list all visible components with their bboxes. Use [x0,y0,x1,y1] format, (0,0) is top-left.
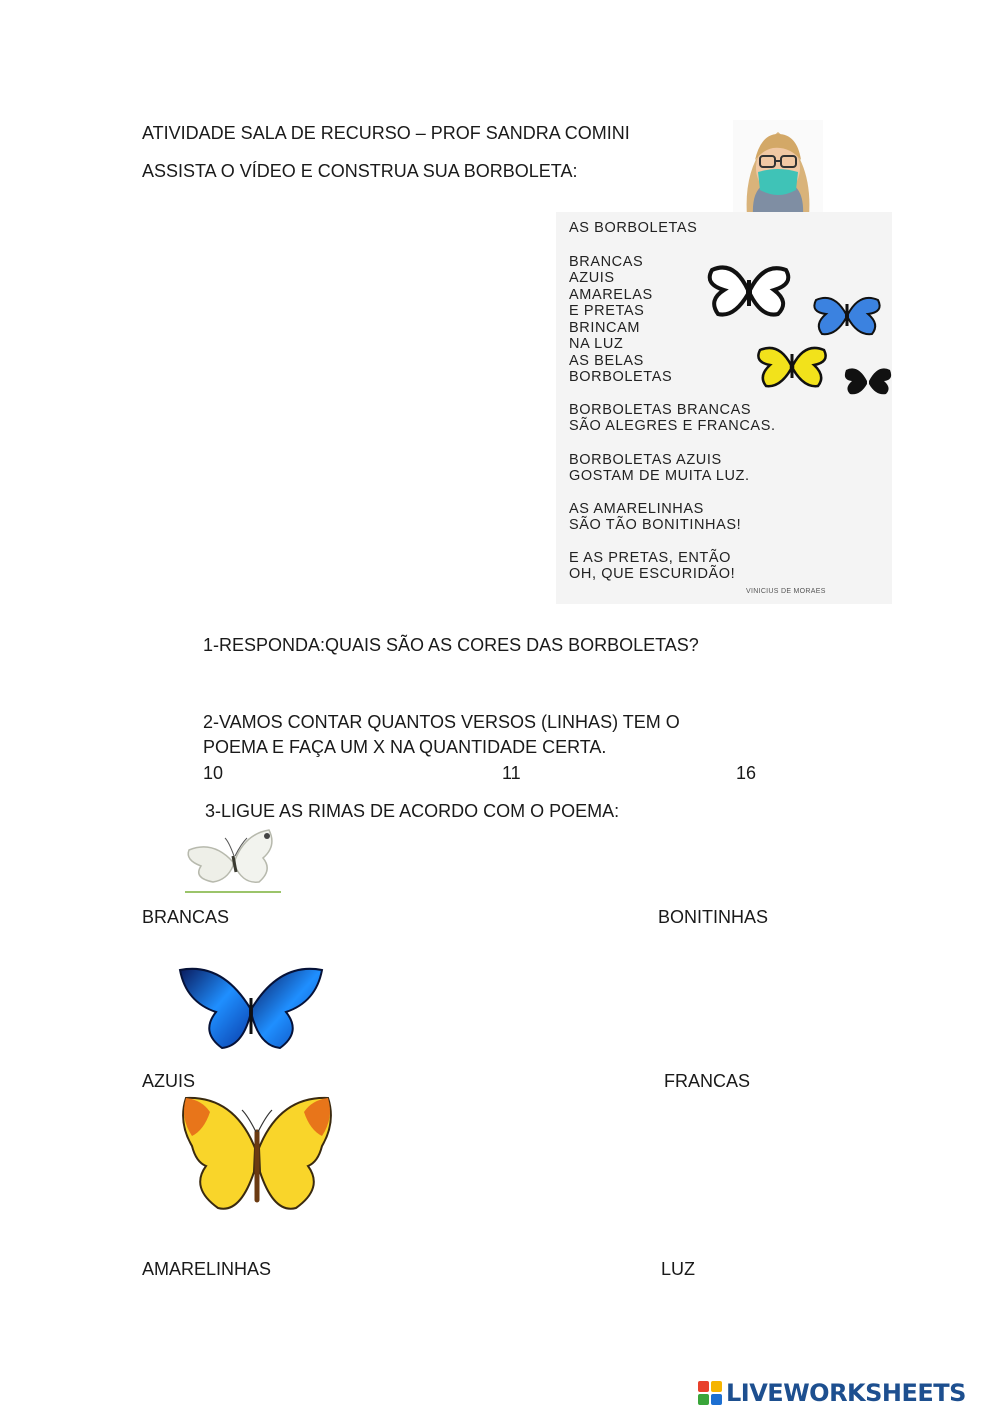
teacher-avatar-icon [733,120,823,218]
poem-author: VINICIUS DE MORAES [746,588,826,595]
poem-image [556,212,892,604]
black-butterfly-icon [842,364,894,398]
poem-line: BORBOLETAS AZUIS [569,452,722,468]
question-2-line-1: 2-VAMOS CONTAR QUANTOS VERSOS (LINHAS) TEM O [203,712,680,732]
rhyme-left-item[interactable]: AZUIS [142,1071,196,1091]
poem-line: SÃO TÃO BONITINHAS! [569,517,742,533]
answer-option-11[interactable]: 11 [502,763,521,783]
white-butterfly-icon [704,260,794,322]
poem-line: BRINCAM [569,320,641,336]
poem-line: AS AMARELINHAS [569,501,704,517]
liveworksheets-brand: LIVEWORKSHEETS [726,1379,966,1407]
poem-title: AS BORBOLETAS [569,220,698,236]
question-3: 3-LIGUE AS RIMAS DE ACORDO COM O POEMA: [205,801,620,821]
rhyme-right-item[interactable]: FRANCAS [664,1071,751,1091]
poem-line: AS BELAS [569,353,644,369]
yellow-butterfly-icon [178,1092,336,1220]
poem-line: OH, QUE ESCURIDÃO! [569,566,736,582]
poem-line: AZUIS [569,270,615,286]
blue-butterfly-icon [810,290,884,338]
question-1: 1-RESPONDA:QUAIS SÃO AS CORES DAS BORBOLETAS? [203,635,699,655]
poem-line: E PRETAS [569,303,645,319]
worksheet-instruction: ASSISTA O VÍDEO E CONSTRUA SUA BORBOLETA: [142,161,578,181]
yellow-butterfly-icon [754,340,830,390]
poem-line: BORBOLETAS BRANCAS [569,402,752,418]
poem-line: E AS PRETAS, ENTÃO [569,550,732,566]
poem-line: SÃO ALEGRES E FRANCAS. [569,418,776,434]
liveworksheets-logo-icon [698,1381,722,1405]
rhyme-right-item[interactable]: BONITINHAS [658,907,769,927]
blue-butterfly-icon [176,962,326,1054]
question-2-line-2: POEMA E FAÇA UM X NA QUANTIDADE CERTA. [203,737,607,757]
poem-line: BORBOLETAS [569,369,673,385]
white-butterfly-icon [183,826,283,896]
rhyme-right-item[interactable]: LUZ [661,1259,696,1279]
poem-line: GOSTAM DE MUITA LUZ. [569,468,750,484]
worksheet-title: ATIVIDADE SALA DE RECURSO – PROF SANDRA COMINI [142,123,630,143]
answer-option-16[interactable]: 16 [736,763,757,783]
poem-line: NA LUZ [569,336,624,352]
answer-option-10[interactable]: 10 [203,763,224,783]
poem-line: AMARELAS [569,287,653,303]
liveworksheets-logo [698,1377,966,1409]
poem-line: BRANCAS [569,254,644,270]
rhyme-left-item[interactable]: AMARELINHAS [142,1259,272,1279]
rhyme-left-item[interactable]: BRANCAS [142,907,230,927]
